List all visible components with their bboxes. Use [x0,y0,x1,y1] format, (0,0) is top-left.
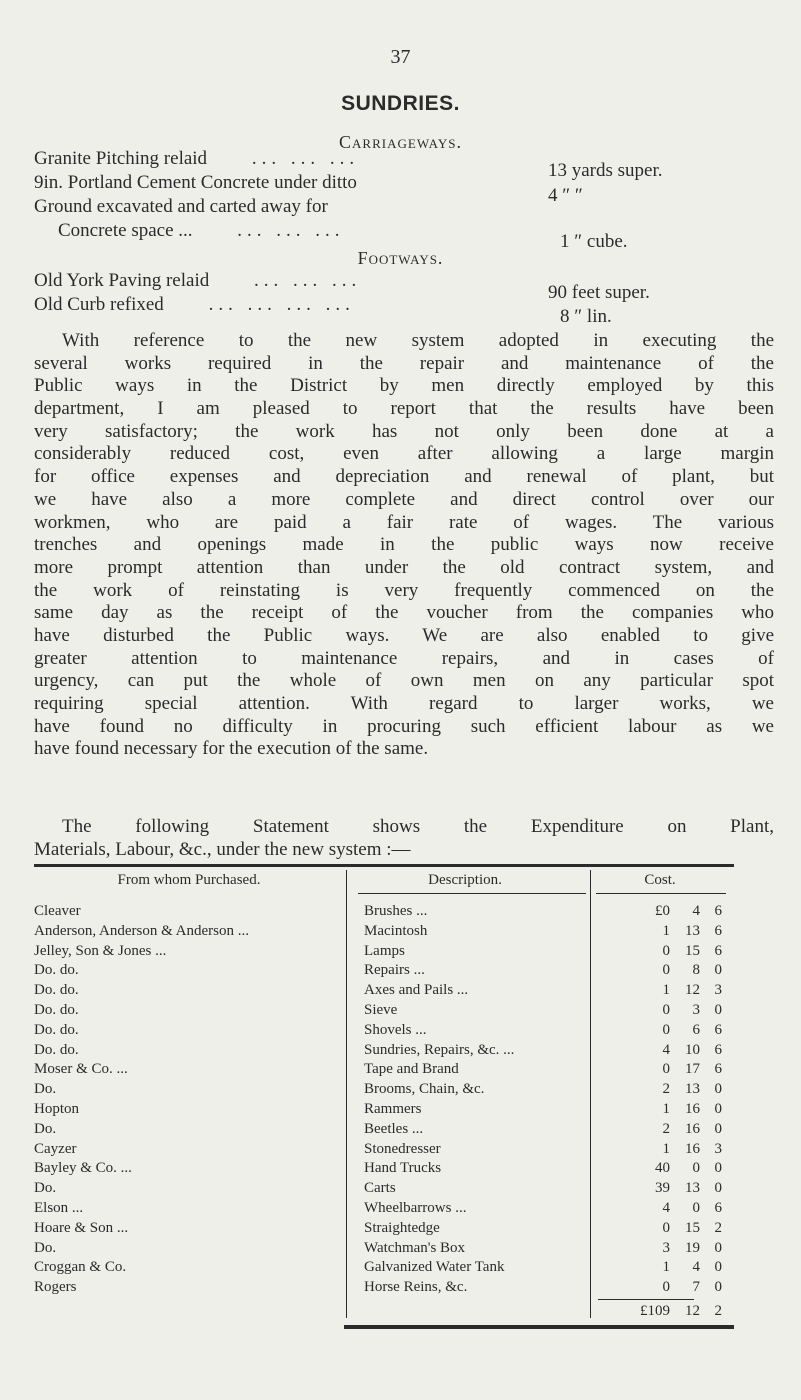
cost-pence: 0 [714,1081,722,1098]
purchased-from: Bayley & Co. ... [34,1160,132,1177]
purchased-from: Do. [34,1180,57,1197]
purchased-from: Do. do. [34,1002,79,1018]
table-row [34,1042,734,1063]
table-row [34,1022,734,1043]
table-row [34,1240,734,1261]
item-quantity: 8 ″ lin. [560,306,612,327]
cost-pounds: 2 [662,1081,670,1098]
page-title: SUNDRIES. [341,92,460,115]
purchased-from: Do. do. [34,962,79,979]
section-heading-carriageways: Carriageways. [339,132,462,152]
purchased-from: Hoare & Son ... [34,1219,129,1236]
paragraph-line: the work of reinstating is very frequently commenced on the [34,579,774,601]
table-top-rule [34,864,734,867]
cost-shillings: 13 [685,1180,700,1197]
table-row [34,943,734,964]
cost-pounds: 1 [662,982,670,999]
paragraph-line: have found no difficulty in procuring such efficient labour as we [34,715,774,737]
column-header-from: From whom Purchased. [117,872,261,888]
cost-pounds: 1 [662,1101,670,1117]
table-row [34,923,734,944]
cost-shillings: 16 [685,1101,700,1117]
table-row [34,903,734,924]
table-row [34,1279,734,1300]
cost-pounds: 4 [662,1041,670,1058]
cost-pence: 0 [714,1180,722,1197]
paragraph-line: Public ways in the District by men directly employed by this [34,375,774,397]
cost-pounds: 1 [662,1259,670,1276]
total-shillings: 12 [685,1303,700,1319]
purchased-from: Do. [34,1120,57,1137]
cost-shillings: 13 [685,922,700,939]
table-bottom-rule [344,1325,734,1329]
cost-pence: 6 [714,1200,722,1216]
table-row [34,1200,734,1221]
paragraph-line: several works required in the repair and maintenance of the [34,352,774,374]
cost-pounds: 4 [662,1200,670,1216]
paragraph-line: Materials, Labour, &c., under the new system :— [34,838,411,860]
paragraph-line: for office expenses and depreciation and renewal of plant, but [34,466,774,488]
paragraph-line: have disturbed the Public ways. We are also enabled to give [34,624,774,646]
item-description: Brushes ... [364,903,428,919]
item-description: Galvanized Water Tank [364,1259,505,1276]
cost-pence: 3 [714,982,722,999]
cost-shillings: 7 [692,1279,700,1296]
purchased-from: Rogers [34,1279,77,1296]
item-description: Old York Paving relaid ... ... ... [34,270,362,291]
item-description: Concrete space ... ... ... ... [58,220,345,241]
cost-pounds: 3 [662,1239,670,1256]
item-description: Old Curb refixed ... ... ... ... [34,294,355,315]
cost-pounds: 0 [662,1219,670,1236]
item-quantity: 4 ″ ″ [548,185,583,206]
purchased-from: Do. do. [34,1021,79,1038]
purchased-from: Elson ... [34,1200,84,1216]
cost-shillings: 15 [685,942,700,959]
page-number: 37 [390,46,411,68]
paragraph-line: more prompt attention than under the old contract system, and [34,556,774,578]
item-description: Stonedresser [364,1140,441,1157]
cost-shillings: 15 [685,1219,700,1236]
table-row [34,1061,734,1082]
total-row [34,1303,734,1324]
cost-shillings: 8 [692,962,700,979]
cost-shillings: 13 [685,1081,700,1098]
paragraph-line: department, I am pleased to report that the results have been [34,398,774,420]
cost-shillings: 19 [685,1239,700,1256]
item-description: Horse Reins, &c. [364,1279,468,1296]
paragraph-line: trenches and openings made in the public ways now receive [34,534,774,556]
paragraph-line: we have also a more complete and direct control over our [34,488,774,510]
cost-pounds: 39 [655,1180,670,1197]
item-description: Wheelbarrows ... [364,1200,467,1216]
total-pence: 2 [714,1303,722,1319]
cost-pence: 0 [714,1259,722,1276]
item-description: Shovels ... [364,1021,427,1038]
paragraph-line: have found necessary for the execution of the same. [34,738,429,760]
item-description: Carts [364,1180,396,1197]
table-row [34,1141,734,1162]
purchased-from: Cayzer [34,1140,77,1157]
item-quantity: 1 ″ cube. [560,231,628,252]
cost-pounds: 1 [662,1140,670,1157]
paragraph-line: very satisfactory; the work has not only been done at a [34,420,774,442]
purchased-from: Do. do. [34,1041,79,1058]
paragraph-line: considerably reduced cost, even after allowing a large margin [34,443,774,465]
table-row [34,1180,734,1201]
purchased-from: Anderson, Anderson & Anderson ... [34,922,249,939]
table-row [34,1101,734,1122]
purchased-from: Hopton [34,1101,79,1117]
cost-pence: 0 [714,962,722,979]
purchased-from: Jelley, Son & Jones ... [34,942,167,959]
cost-shillings: 10 [685,1041,700,1058]
purchased-from: Do. do. [34,982,79,999]
cost-pounds: 1 [662,922,670,939]
paragraph-line: requiring special attention. With regard to larger works, we [34,693,774,714]
paragraph-line: urgency, can put the whole of own men on any particular spot [34,670,774,692]
purchased-from: Do. [34,1239,57,1256]
item-description: Ground excavated and carted away for [34,196,328,217]
statement-intro-paragraph [34,816,774,861]
section-heading-footways: Footways. [357,248,444,268]
item-description: Rammers [364,1101,422,1117]
cost-pence: 2 [714,1219,722,1236]
item-description: 9in. Portland Cement Concrete under ditto [34,172,357,193]
item-description: Sieve [364,1002,398,1018]
header-rule-cost [596,893,726,894]
table-row [34,1081,734,1102]
cost-shillings: 3 [692,1002,700,1018]
paragraph-line: greater attention to maintenance repairs, and in cases of [34,647,774,669]
column-header-cost: Cost. [644,872,676,888]
total-rule [598,1299,694,1300]
cost-pounds: 0 [662,962,670,979]
item-description: Brooms, Chain, &c. [364,1081,485,1098]
cost-pounds: 0 [662,1061,670,1078]
cost-shillings: 4 [692,903,700,919]
total-pounds: £109 [640,1303,670,1319]
cost-pounds: 0 [662,942,670,959]
cost-pence: 0 [714,1120,722,1137]
item-description: Hand Trucks [364,1160,442,1177]
cost-pence: 6 [714,922,722,939]
item-description: Granite Pitching relaid ... ... ... [34,148,360,169]
item-description: Axes and Pails ... [364,982,469,999]
purchased-from: Croggan & Co. [34,1259,127,1276]
table-row [34,1160,734,1181]
paragraph-line: workmen, who are paid a fair rate of wages. The various [34,511,774,533]
paragraph-line: The following Statement shows the Expenditure on Plant, [62,816,774,837]
table-row [34,982,734,1003]
cost-shillings: 4 [692,1259,700,1276]
purchased-from: Do. [34,1081,57,1098]
table-row [34,1259,734,1280]
cost-shillings: 0 [692,1160,700,1177]
cost-pounds: £0 [655,903,670,919]
cost-pence: 0 [714,1101,722,1117]
cost-shillings: 16 [685,1120,700,1137]
item-description: Sundries, Repairs, &c. ... [364,1041,515,1058]
cost-pence: 0 [714,1002,722,1018]
cost-shillings: 0 [692,1200,700,1216]
paragraph-line: same day as the receipt of the voucher from the companies who [34,602,774,624]
item-description: Lamps [364,942,405,959]
item-description: Beetles ... [364,1120,424,1137]
cost-pounds: 40 [655,1160,670,1177]
paragraph-line: With reference to the new system adopted in executing the [62,330,774,351]
cost-pence: 0 [714,1279,722,1296]
cost-pence: 0 [714,1160,722,1177]
table-row [34,1002,734,1023]
cost-pounds: 0 [662,1279,670,1296]
table-row [34,1121,734,1142]
cost-pence: 0 [714,1239,722,1256]
cost-pence: 6 [714,1061,722,1078]
table-row [34,962,734,983]
report-paragraph [34,330,774,761]
item-description: Straightedge [364,1219,440,1236]
table-row [34,1220,734,1241]
cost-pounds: 2 [662,1120,670,1137]
cost-shillings: 17 [685,1061,700,1078]
header-rule-description [358,893,586,894]
purchased-from: Moser & Co. ... [34,1061,128,1078]
cost-pounds: 0 [662,1021,670,1038]
cost-shillings: 6 [692,1021,700,1038]
item-description: Repairs ... [364,962,425,979]
item-description: Tape and Brand [364,1061,459,1078]
cost-pence: 6 [714,1041,722,1058]
cost-pence: 6 [714,1021,722,1038]
cost-pounds: 0 [662,1002,670,1018]
purchased-from: Cleaver [34,903,81,919]
item-quantity: 90 feet super. [548,282,650,303]
item-description: Watchman's Box [364,1239,466,1256]
cost-pence: 6 [714,903,722,919]
cost-pence: 3 [714,1140,722,1157]
column-header-description: Description. [428,872,502,888]
item-quantity: 13 yards super. [548,160,663,181]
cost-shillings: 12 [685,982,700,999]
cost-pence: 6 [714,942,722,959]
item-description: Macintosh [364,922,428,939]
cost-shillings: 16 [685,1140,700,1157]
